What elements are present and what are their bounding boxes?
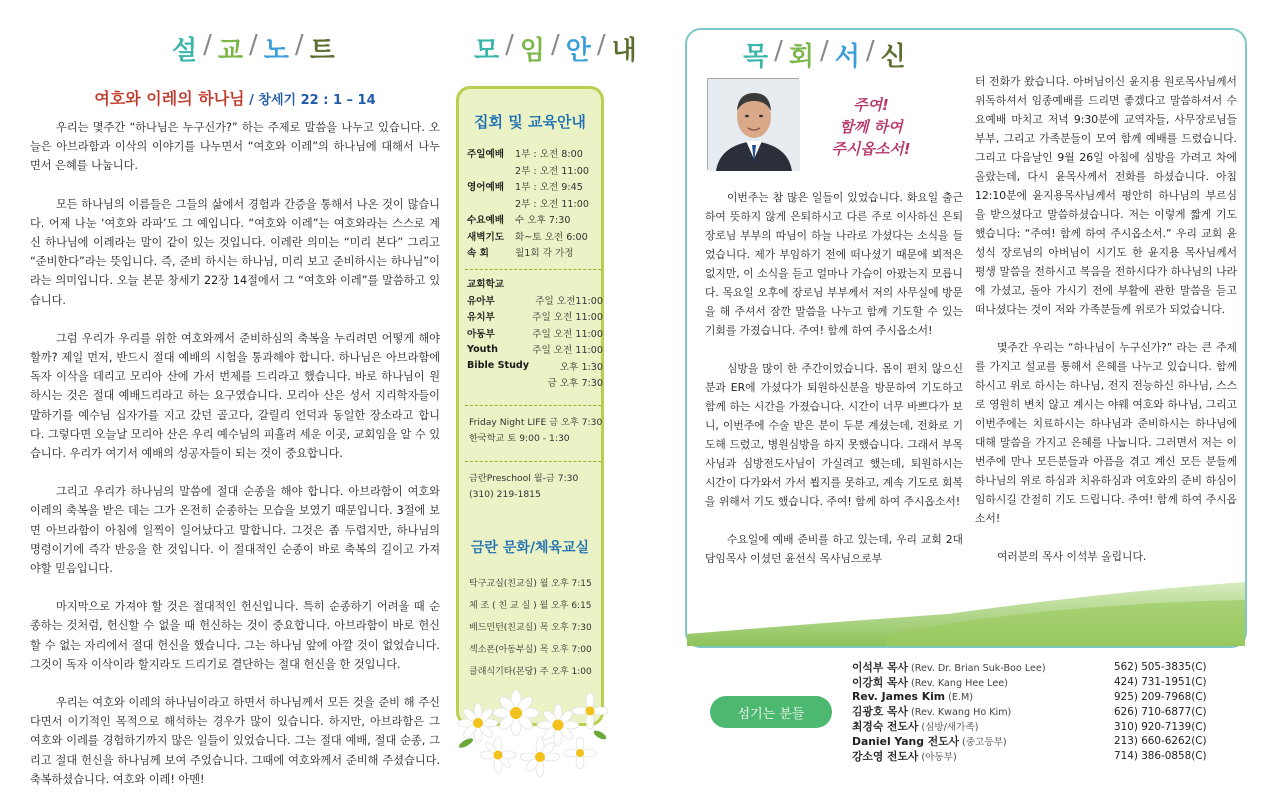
- title-char: 교: [217, 36, 245, 66]
- meeting-box-title: 집회 및 교육안내: [474, 113, 586, 131]
- sermon-paragraph: 우리는 여호와 이레의 하나님이라고 하면서 하나님께서 모든 것을 준비 해 주신다면서 이기적인 목적으로 해석하는 경우가 많이 있습니다. 하지만, 아브라함은 그 여호와 이레를 경험하기까지 많은 일들이 있었습니다. 그는 절대 예배, 절대 순종, 그리고 절대 헌신을 하나님께 보여 주었습니다. 그때에 여호와께서 준비해 주셨습니다. 축복하셨습니다. 여호와 이레! 아멘!: [30, 696, 440, 786]
- pastor-letter-panel: [685, 28, 1247, 648]
- title-char: 모: [474, 36, 501, 66]
- schedule-row: 아동부 주일 오전 11:00: [467, 328, 603, 340]
- culture-item: 섹소폰(아동부실) 목 오후 7:00: [469, 645, 592, 655]
- schedule-row: 속 회 월1회 각 가정: [467, 248, 574, 260]
- letter-paragraph: 심방을 많이 한 주간이었습니다. 몸이 편치 않으신 분과 ER에 가셨다가 퇴원하신분을 방문하여 기도하고 함께 하는 시간을 가졌습니다. 시간이 너무 바쁘다가 보니, 이번주에 수술 받은 분이 두분 계셨는데, 전화로 기도해 드렸고, 병원심방을 하지 못했습니다. 그래서 부목사님과 심방전도사님이 가실려고 했는데, 퇴원하시는 시간이 다가와서 가서 뵙지를 못하고, 계속 기도로 회복을 위해서 기도 했습니다. 주여! 함께 하여 주시옵소서!: [705, 362, 963, 508]
- worship-schedule: [467, 145, 603, 261]
- title-char: 노: [263, 36, 290, 66]
- schedule-row: 유치부 주일 오전 11:00: [467, 312, 603, 324]
- sermon-heading: [30, 86, 440, 109]
- staff-list: [852, 660, 1272, 764]
- letter-paragraph: 이번주는 참 많은 일들이 있었습니다. 화요일 출근하여 뜻하지 않게 은퇴하시고 다른 주로 이사하신 은퇴 장로님 부부의 따님이 하늘 나라로 가셨다는 소식을 들었습니다. 제가 부임하기 전에 떠나셨기 때문에 뵈적은 없지만, 이 소식을 듣고 얼마나 가슴이 아팠는지 모릅니다. 목요일 오후에 장로님 부부께서 저의 사무실에 방문을 해 주셔서 잠깐 말씀을 나누고 함께 기도할 수 있는 기회를 가졌습니다. 주여! 함께 하여 주시옵소서!: [705, 191, 963, 337]
- sermon-paragraph: 그럼 우리가 우리를 위한 여호와께서 준비하심의 축복을 누리려면 어떻게 해야 할까? 제일 먼저, 반드시 절대 예배의 시험을 통과해야 합니다. 하나님은 아브라함에 독자 이삭을 데리고 모리아 산에 가서 번제를 드리라고 했습니다. 바로 하나님이 원하시는 것은 절대 예배드리라고 하는 요구였습니다. 모리아 산은 성서 지리학자들이 말하기를 예수님 십자가를 지고 갔던 골고다, 갈릴리 언덕과 동일한 장소라고 합니다. 그렇다면 오늘날 모리아 산은 우리 예수님의 피흘려 세운 이곳, 교회임을 알 수 있습니다. 우리가 여기서 예배의 성공자들이 되는 것이 중요합니다.: [30, 331, 440, 461]
- title-char: 안: [565, 36, 592, 66]
- program-line: (310) 219-1815: [469, 489, 541, 500]
- staff-row: 이강희 목사 (Rev. Kang Hee Lee) 424) 731-1951(C): [852, 675, 1207, 689]
- education-title: 교회학교: [467, 279, 505, 291]
- meeting-section-title: 모 / 임 / 안 / 내: [474, 30, 638, 66]
- title-char: 회: [788, 42, 816, 72]
- meeting-info-box: [456, 86, 604, 726]
- culture-list: [469, 573, 603, 683]
- letter-body-left: [705, 188, 963, 587]
- letter-paragraph: 수요일에 예배 준비를 하고 있는데, 우리 교회 2대 담임목사 이셨던 윤선식 목사님으로부: [705, 533, 963, 565]
- sermon-paragraph: 그리고 우리가 하나님의 말씀에 절대 순종을 해야 합니다. 아브라함이 여호와 이레의 축복을 받은 데는 그가 온전히 순종하는 모습을 보였기 때문입니다. 3절에 보면 아브라함이 아침에 일찍이 일어났다고 말합니다. 그것은 좀 두렵지만, 하나님의 명령이기에 즉각 반응을 한 것입니다. 이 절대적인 순종이 바로 축복의 길이고 가져야할 믿음입니다.: [30, 485, 440, 576]
- greeting-text: 주여! 함께 하여 주시옵소서!: [831, 96, 911, 158]
- sermon-title: 여호와 이레의 하나님: [94, 89, 245, 108]
- schedule-row: 2부 : 오전 11:00: [515, 198, 589, 210]
- education-schedule: [467, 275, 603, 391]
- daisy-flowers-decoration: [458, 683, 608, 773]
- divider: [465, 461, 601, 462]
- sermon-column: [30, 28, 440, 786]
- title-char: 트: [309, 36, 336, 66]
- staff-row: 강소영 전도사 (아동부) 714) 386-0858(C): [852, 749, 1207, 763]
- staff-row: Daniel Yang 전도사 (중고등부) 213) 660-6262(C): [852, 734, 1207, 748]
- staff-row: 최경숙 전도사 (심방/새가족) 310) 920-7139(C): [852, 720, 1207, 734]
- meeting-column: [456, 28, 638, 773]
- culture-item: 배드민턴(친교실) 목 오후 7:30: [469, 623, 592, 633]
- sermon-paragraph: 모든 하나님의 이름들은 그들의 삶에서 경험과 간증을 통해서 나온 것이 많습니다. 어제 나눈 ‘여호와 라파’도 그 예입니다. “여호와 이레”는 여호와라는 스스로 계신 하나님에 이레라는 말이 같이 있는 것입니다. 이레란 의미는 “미리 본다” 그리고 “준비한다”라는 뜻입니다. 즉, 준비 하시는 하나님, 미리 보고 준비하시는 하나님”이라는 의미입니다. 오늘 본문 창세기 22장 14절에서 그 “여호와 이레”를 말씀하고 있습니다.: [30, 197, 440, 307]
- culture-item: 탁구교실(친교실) 월 오후 7:15: [469, 579, 592, 589]
- staff-row: Rev. James Kim (E.M) 925) 209-7968(C): [852, 690, 1207, 704]
- program-line: 한국학교 토 9:00 - 1:30: [469, 433, 570, 444]
- sermon-paragraph: 우리는 몇주간 “하나님은 누구신가?” 하는 주제로 말씀을 나누고 있습니다. 오늘은 아브라함과 이삭의 이야기를 나누면서 “여호와 이레”의 하나님에 대해서 나누면서 은혜를 나눕니다.: [30, 121, 440, 173]
- sermon-paragraph: 마지막으로 가져야 할 것은 절대적인 헌신입니다. 특히 순종하기 어려울 때 순종하는 것처럼, 헌신할 수 없을 때 헌신하는 것이 중요합니다. 아브라함이 바로 헌신할 수 없는 자리에서 절대 헌신을 했습니다. 그는 하나님 앞에 아깔 것이 없었습니다. 그것이 독자 이삭이라 할지라도 드리기로 결단하는 절대 헌신을 한 것입니다.: [30, 600, 440, 671]
- schedule-row: Bible Study 오후 1:30: [467, 360, 603, 373]
- culture-title: 금란 문화/체육교실: [470, 540, 590, 556]
- program-line: 금란Preschool 월-금 7:30: [469, 473, 579, 484]
- schedule-row: 수요예배 수 오후 7:30: [467, 215, 571, 227]
- staff-row: 김광호 목사 (Rev. Kwang Ho Kim) 626) 710-6877(C): [852, 705, 1207, 719]
- schedule-row: 유아부 주일 오전11:00: [467, 295, 603, 307]
- sermon-body: [30, 118, 440, 808]
- sermon-section-title: 설 / 교 / 노 / 트: [172, 30, 336, 66]
- letter-signature: 여러분의 목사 이석부 올립니다.: [997, 550, 1147, 563]
- sermon-reference: / 창세기 22 : 1 – 14: [244, 93, 376, 108]
- schedule-row: 새벽기도 화~토 오전 6:00: [467, 231, 588, 243]
- schedule-row: 영어예배 1부 : 오전 9:45: [467, 182, 583, 194]
- letter-section-title: 목 / 회 / 서 / 신: [743, 36, 907, 72]
- extra-programs: [469, 415, 603, 447]
- title-char: 신: [880, 42, 907, 72]
- culture-item: 체 조 ( 친 교 실 ) 월 오후 6:15: [469, 601, 592, 611]
- divider: [465, 405, 601, 406]
- preschool-info: [469, 471, 603, 503]
- letter-paragraph: 터 전화가 왔습니다. 아버님이신 윤지용 원로목사님께서 위독하셔서 임종예배를 드리면 좋겠다고 말씀하셔서 수요예배 마치고 저녁 9:30분에 교역자들, 사무장로님들 부부, 그리고 가족분들이 모여 함께 예배를 드렸습니다. 그리고 다음날인 9월 26일 아침에 심방을 가려고 차에 올랐는데, 다시 윤목사께서 전화를 하셨습니다. 아침 12:10분에 윤지용목사님께서 평안히 하나님의 부르심을 받으셨다고 말씀하셨습니다. 저는 이렇게 짧게 기도했습니다: “주여! 함께 하여 주시옵소서.” 우리 교회 윤성식 장로님의 아버님이 시기도 한 윤지용 목사님께서 평생 말씀을 전하시고 복음을 전하시다가 하나님의 나라에 가셨고, 돌아 가시기 전에 부활에 관한 말씀을 듣고 떠나셨다는 것이 저와 가족분들께 위로가 되었습니다.: [975, 75, 1237, 316]
- grass-field-decoration: [687, 574, 1245, 646]
- letter-paragraph: 몇주간 우리는 “하나님이 누구신가?” 라는 큰 주제를 가지고 설교를 통해서 은혜를 나누고 있습니다. 함께 하시고 위로 하시는 하나님, 전지 전능하신 하나님, 스스로 영원히 변치 않고 계시는 야웨 여호와 하나님, 그리고 이번주에는 치료하시는 하나님과 준비하시는 하나님에 대해 말씀을 가지고 은혜를 나눕니다. 그러면서 저는 이번주에 만나 모든분들과 아픔을 겪고 계신 모든 분들께 하나님의 위로 하심과 치유하심과 여호와의 준비 하심이 임하시길 간절히 기도 드립니다. 주여! 함께 하여 주시옵소서!: [975, 341, 1237, 525]
- staff-row: 이석부 목사 (Rev. Dr. Brian Suk-Boo Lee) 562) 505-3835(C): [852, 660, 1207, 674]
- title-char: 설: [172, 36, 199, 66]
- pastor-photo: [707, 78, 799, 170]
- letter-body-right: [975, 72, 1237, 585]
- schedule-row: 2부 : 오전 11:00: [515, 165, 589, 177]
- divider: [465, 269, 601, 270]
- schedule-row: 금 오후 7:30: [547, 378, 603, 390]
- staff-button[interactable]: 섬기는 분들: [710, 696, 832, 728]
- title-char: 내: [611, 36, 638, 66]
- schedule-row: Youth 주일 오전 11:00: [467, 343, 603, 357]
- culture-item: 클래식기타(본당) 주 오후 1:00: [469, 667, 592, 677]
- title-char: 임: [519, 36, 547, 66]
- schedule-row: 주일예배 1부 : 오전 8:00: [467, 149, 583, 161]
- program-line: Friday Night LIFE 금 오후 7:30: [469, 417, 603, 428]
- title-char: 목: [743, 42, 770, 72]
- title-char: 서: [834, 42, 861, 72]
